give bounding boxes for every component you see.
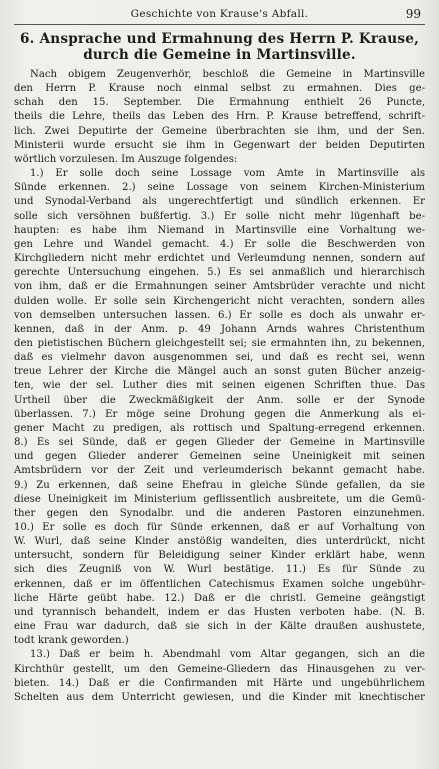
text-line: 1.) Er solle doch seine Lossage vom Amte in Martinsville als [30,168,425,180]
text-line: 10.) Er solle es doch für Sünde erkennen, daß er auf Vorhaltung von [14,522,425,533]
text-line: haupten: es habe ihm Niemand in Martinsville eine Vorhaltung we- [14,224,425,236]
text-line: Schelten aus dem Unterricht gewiesen, und die Kinder mit knechtischer [14,691,425,703]
text-line: dulden wolle. Er solle sein Kirchengericht nicht verachten, sondern alles [14,295,425,307]
text-line: ther gegen den Synodalbr. und die anderen Pastoren einzunehmen. [14,507,425,519]
body-text [14,68,425,705]
text-line: schah den 15. September. Die Ermahnung enthielt 26 Puncte, [14,97,425,109]
text-line: den Herrn P. Krause noch einmal selbst zu ermahnen. Dies ge- [14,83,425,95]
text-line: solle sich versöhnen bußfertig. 3.) Er solle nicht mehr lügenhaft be- [14,210,425,222]
text-line: Ministerii wurde ersucht sie ihm in Gegenwart der beiden Deputirten [14,139,425,151]
text-line: und gegen Glieder anderer Gemeinen seine Uneinigkeit mit seinen [14,451,425,463]
text-line: eine Frau war dadurch, daß sie sich in der Kälte draußen aushustete, [14,621,425,633]
section-heading [14,31,425,63]
section-heading-line: durch die Gemeine in Martinsville. [83,47,356,63]
text-line: 8.) Es sei Sünde, daß er gegen Glieder der Gemeine in Martinsville [14,437,425,449]
text-line: kennen, daß in der Anm. p. 49 Johann Arnds wahres Christenthum [14,323,425,335]
text-line: überlassen. 7.) Er möge seine Drohung gegen die Anmerkung als ei- [14,408,425,420]
text-line: und tyrannisch behandelt, indem er das Husten verboten habe. (N. B. [14,606,425,618]
text-line: Kirchgliedern nicht mehr erdichtet und Verleumdung nennen, sondern auf [14,253,425,265]
text-line: untersucht, sondern für Beleidigung seiner Kinder erklärt habe, wenn [14,550,425,562]
text-line: von demselben untersuchen lassen. 6.) Er solle es doch als unwahr er- [14,309,425,321]
text-line: sich dies Zeugniß von W. Wurl bestätige. 11.) Es für Sünde zu [14,564,425,576]
text-line: Kirchthür gestellt, um den Gemeine-Gliedern das Hinausgehen zu ver- [14,663,425,675]
text-line: wörtlich vorzulesen. Im Auszuge folgendes: [14,153,238,165]
text-line: liche Härte geübt habe. 12.) Daß er die christl. Gemeine geängstigt [14,592,425,604]
text-line: und Synodal-Verband als ungerechtfertigt und sündlich erkennen. Er [14,196,425,208]
text-line: daß es vielmehr davon ausgenommen sei, und daß es recht sei, wenn [14,352,425,364]
text-line: todt krank geworden.) [14,635,129,647]
text-line: erkennen, daß er im öffentlichen Catechismus Examen solche ungebühr- [14,578,425,590]
text-line: treue Lehrer der Kirche die Mängel auch an sonst guten Bücher anzeig- [14,366,425,378]
text-line: theils die Lehre, theils das Leben des Hrn. P. Krause betreffend, schrift- [14,111,425,123]
text-line: von ihm, daß er die Ermahnungen seiner Amtsbrüder verachte und nicht [14,281,425,293]
section-heading-line: 6. Ansprache und Ermahnung des Herrn P. Krause, [19,31,420,47]
text-line: Nach obigem Zeugenverhör, beschloß die Gemeine in Martinsville [30,69,425,80]
running-title: Geschichte von Krause's Abfall. [130,8,309,20]
page-number: 99 [405,7,421,21]
running-header [14,4,425,25]
text-line: W. Wurl, daß seine Kinder anstößig wandelten, dies unterdrückt, nicht [14,536,425,548]
text-line: lich. Zwei Deputirte der Gemeine überbrachten sie ihm, und der Sen. [14,125,425,137]
text-line: ten, wie der sel. Luther dies mit seinen eigenen Schriften thue. Das [14,380,425,392]
text-line: Urtheil über die Zweckmäßigkeit der Anm. solle er der Synode [14,394,425,406]
text-line: bieten. 14.) Daß er die Confirmanden mit Härte und ungebührlichem [14,677,425,689]
text-line: Sünde erkennen. 2.) seine Lossage von seinem Kirchen-Ministerium [14,182,425,194]
text-line: 13.) Daß er beim h. Abendmahl vom Altar gegangen, sich an die [30,649,425,661]
text-line: den pietistischen Büchern gleichgestellt sei; sie ermahnten ihn, zu bekennen, [14,337,425,349]
text-line: gener Macht zu predigen, als rottisch und Spaltung-erregend erkennen. [14,422,425,434]
text-line: gerechte Untersuchung eingehen. 5.) Es sei anmaßlich und hierarchisch [14,267,425,279]
text-line: 9.) Zu erkennen, daß seine Ehefrau in gleiche Sünde gefallen, da sie [14,479,425,491]
text-line: gen Lehre und Wandel gemacht. 4.) Er solle die Beschwerden von [14,238,425,250]
text-line: Amtsbrüdern vor der Zeit und verleumderisch bekannt gemacht habe. [14,465,425,477]
text-line: diese Uneinigkeit im Ministerium geflissentlich ausbreitete, um die Gemü- [14,493,425,505]
